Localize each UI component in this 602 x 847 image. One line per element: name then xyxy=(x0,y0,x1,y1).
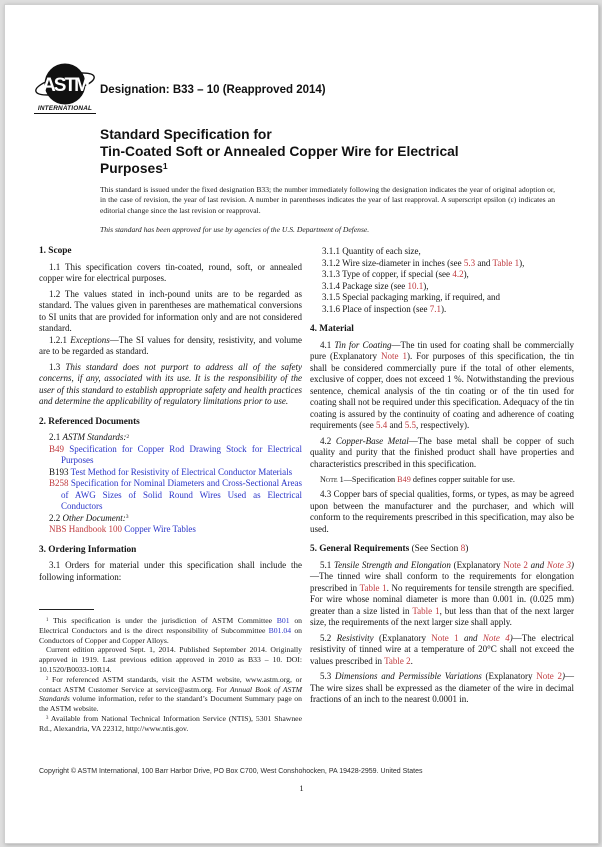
paragraph xyxy=(310,489,574,535)
cross-reference-link[interactable]: Note 2 xyxy=(503,559,528,570)
astm-logo xyxy=(34,61,96,114)
section-heading xyxy=(39,246,302,258)
footnote xyxy=(39,714,302,734)
cross-reference-link[interactable]: Note 1 xyxy=(431,632,459,643)
cross-reference-link[interactable]: B49 xyxy=(397,475,411,484)
note-paragraph xyxy=(310,475,574,485)
text-run: and xyxy=(387,420,405,430)
text-run: 2. Referenced Documents xyxy=(39,416,140,427)
text-run: 4.2 xyxy=(320,435,336,446)
text-run: Annual Book of ASTM Standards xyxy=(39,684,302,704)
document-title xyxy=(100,126,459,177)
text-run: ), xyxy=(423,280,429,291)
paragraph xyxy=(310,560,574,629)
cross-reference-link[interactable]: NBS Handbook 100 xyxy=(49,524,123,534)
cross-reference-link[interactable]: Note 1 xyxy=(380,351,407,361)
text-run: Note 1 xyxy=(320,475,344,484)
text-run: on Conductors of Copper and Copper Alloys. xyxy=(39,625,302,645)
text-run: Exceptions xyxy=(70,334,110,345)
text-run: 3.1.1 Quantity of each size, xyxy=(322,246,421,256)
text-run: This specification is under the jurisdiction of ASTM Committee xyxy=(48,616,277,625)
cross-reference-link[interactable]: 5.5 xyxy=(404,420,416,430)
paragraph xyxy=(39,513,302,525)
text-run: ) xyxy=(571,559,575,570)
text-run: (Explanatory xyxy=(373,632,432,643)
cross-reference-link[interactable]: Specification for Copper Rod Drawing Stock for Electrical Purposes xyxy=(61,443,303,465)
text-run: Tin for Coating xyxy=(334,339,392,350)
left-column xyxy=(39,246,302,583)
paragraph xyxy=(39,262,302,285)
ordering-list-item xyxy=(310,246,574,258)
text-run: 2 xyxy=(126,433,130,440)
ordering-list-item xyxy=(310,281,574,293)
text-run: 5.2 xyxy=(320,632,337,643)
text-run: —The base metal shall be copper of such quality and purity that the finished product shall have properties and characteristics prescribed in this specification. xyxy=(310,435,574,469)
text-run: —The tinned wire shall conform to the requirements for elongation prescribed in xyxy=(310,571,574,593)
text-run: volume information, refer to the standard’s Document Summary page on the ASTM website. xyxy=(39,694,302,714)
text-run: . xyxy=(410,655,413,666)
paragraph xyxy=(310,633,574,668)
text-run: ) xyxy=(465,544,469,555)
paragraph xyxy=(310,340,574,432)
ordering-list-item xyxy=(310,292,574,304)
title-line-1: Standard Specification for xyxy=(100,127,272,142)
reference-entry xyxy=(39,524,302,536)
copyright-line: Copyright © ASTM International, 100 Barr Harbor Drive, PO Box C700, West Conshohocken, PA 19428-2959. United States xyxy=(39,768,423,775)
cross-reference-link[interactable]: Note 3 xyxy=(546,559,572,570)
text-run: 5. General Requirements xyxy=(310,544,410,555)
section-heading xyxy=(39,417,302,429)
text-run: and xyxy=(464,632,478,643)
paragraph xyxy=(310,436,574,471)
text-run: 3.1 Orders for material under this specification shall include the following information: xyxy=(39,560,302,582)
section-heading xyxy=(39,545,302,557)
cross-reference-link[interactable]: 4.2 xyxy=(452,269,464,279)
paragraph xyxy=(310,671,574,706)
footnote xyxy=(39,645,302,674)
text-run: Resistivity xyxy=(336,632,374,643)
text-run: —The wire sizes shall be expressed as the diameter of the wire in decimal fractions of an inch to the nearest 0.0001 in. xyxy=(310,671,574,705)
text-run: 4.1 xyxy=(320,339,335,350)
text-run: and xyxy=(475,257,493,268)
cross-reference-link[interactable]: B01 xyxy=(276,616,290,625)
text-run: (Explanatory xyxy=(481,671,537,682)
text-run: ASTM Standards: xyxy=(62,432,127,442)
text-run: ), xyxy=(463,269,469,279)
text-run: —The SI values for density, resistivity, and volume are to be regarded as standard. xyxy=(39,334,302,356)
text-run: ). xyxy=(440,303,447,314)
text-run: (See Section xyxy=(409,544,461,555)
section-heading xyxy=(310,544,574,556)
title-line-3 xyxy=(100,160,459,177)
text-run: Other Document: xyxy=(62,512,126,523)
reference-entry xyxy=(39,467,302,479)
cross-reference-link[interactable]: Table 1 xyxy=(412,605,440,616)
cross-reference-link[interactable]: B01.04 xyxy=(268,625,292,635)
paragraph xyxy=(39,362,302,408)
cross-reference-link[interactable]: B49 xyxy=(49,443,65,454)
astm-logo-acronym: ASTM xyxy=(42,75,88,96)
text-run: This standard does not purport to address all of the safety concerns, if any, associated with its use. It is the responsibility of the user of this standard to establish appropriate safety and health practices and determine the applicability of regulatory limitations prior to use. xyxy=(39,361,303,406)
text-run: ) xyxy=(509,632,513,643)
text-run: 2.2 xyxy=(49,512,63,523)
text-run: 3 xyxy=(46,715,49,721)
paragraph xyxy=(39,335,302,358)
text-run: —The electrical resistivity of tinned wire at a temperature of 20°C shall not exceed the values prescribed in xyxy=(310,632,575,666)
text-run: 3.1.4 Package size (see xyxy=(322,280,408,291)
text-run: 4. Material xyxy=(310,324,354,334)
footnote xyxy=(39,616,302,645)
cross-reference-link[interactable]: 5.3 xyxy=(463,257,476,268)
text-run: Available from National Technical Information Service (NTIS), 5301 Shawnee Rd., Alexandria, VA 22312, http://www.ntis.gov. xyxy=(39,713,302,733)
astm-logo-subtitle: INTERNATIONAL xyxy=(34,105,96,114)
cross-reference-link[interactable]: 8 xyxy=(460,544,466,555)
text-run: 1.3 xyxy=(49,361,66,372)
footnotes xyxy=(39,616,302,734)
cross-reference-link[interactable]: B258 xyxy=(49,478,69,488)
cross-reference-link[interactable]: Test Method for Resistivity of Electrical Conductor Materials xyxy=(70,466,293,477)
text-run: ), xyxy=(519,257,525,268)
text-run: 5.1 xyxy=(320,559,334,570)
text-run: (Explanatory xyxy=(450,559,504,570)
cross-reference-link[interactable]: Specification for Nominal Diameters and Cross-Sectional Areas of AWG Sizes of Solid Round Wires Used as Electrical Conductors xyxy=(61,478,303,511)
paragraph xyxy=(39,289,302,335)
text-run: For referenced ASTM standards, visit the ASTM website, www.astm.org, or contact ASTM Customer Service at service@astm.org. For xyxy=(39,674,302,694)
cross-reference-link[interactable]: Table 1 xyxy=(359,582,387,593)
reference-entry xyxy=(39,444,302,467)
paragraph xyxy=(39,560,302,583)
paragraph xyxy=(39,432,302,444)
text-run: Current edition approved Sept. 1, 2014. Published September 2014. Originally approved in 1919. Last previous edition approved in 2010 as B33 – 10. DOI: 10.1520/B0033-10R14. xyxy=(39,645,302,674)
text-run: defines copper suitable for use. xyxy=(410,475,515,484)
cross-reference-link[interactable]: Note 2 xyxy=(536,671,562,682)
dod-approval-note: This standard has been approved for use by agencies of the U.S. Department of Defense. xyxy=(100,225,370,234)
text-run: . No requirements for tensile strength are specified. For wire whose nominal diameter is more than 0.001 in. (0.025 mm) greater than a size listed in xyxy=(310,582,575,616)
document-page xyxy=(4,4,599,844)
standard-issue-note: This standard is issued under the fixed designation B33; the number immediately following the designation indicates the year of original adoption or, in the case of revision, the year of last revision. A number in parentheses indicates the year of last reapproval. A superscript epsilon (ε) indicates an editorial change since the last revision or reapproval. xyxy=(100,185,555,215)
cross-reference-link[interactable]: Table 2 xyxy=(384,655,411,666)
text-run: ). For purposes of this specification, the tin shall be considered commercially pure if the total of other elements, exclusive of copper, does not exceed 1 %. Notwithstanding the previous sentence, chemical analysis of the tin coating or of the tin used for coating shall not be required under this specification. Adequacy of the tin coating is assured by the continuity of coating and adherence of coating requirements (see xyxy=(310,351,574,430)
cross-reference-link[interactable]: Note 4 xyxy=(482,632,510,643)
text-run: 4.3 Copper bars of special qualities, forms, or types, as may be agreed upon between the manufacturer and the purchaser, and which will conform to the requirements prescribed in this specification, may also be used. xyxy=(310,489,574,534)
text-run: 1.2.1 xyxy=(49,334,71,345)
text-run: 5.3 xyxy=(320,671,335,682)
text-run: 1.2 The values stated in inch-pound units are to be regarded as standard. The values given in parentheses are mathematical conversions to SI units that are provided for information only and are not considered standard. xyxy=(39,288,302,333)
text-run: Tensile Strength and Elongation xyxy=(333,559,451,570)
title-line-2: Tin-Coated Soft or Annealed Copper Wire for Electrical xyxy=(100,144,459,159)
text-run: —Specification xyxy=(343,475,398,484)
text-run: 1. Scope xyxy=(39,246,72,256)
cross-reference-link[interactable]: 10.1 xyxy=(407,280,424,291)
text-run: 2 xyxy=(46,676,49,682)
text-run: and xyxy=(530,559,545,570)
title-line-3-text: Purposes xyxy=(100,161,163,176)
text-run: Copper-Base Metal xyxy=(335,435,409,446)
ordering-list-item xyxy=(310,304,574,316)
text-run: 2.1 xyxy=(49,432,63,442)
text-run: B193 xyxy=(49,466,69,477)
text-run: Dimensions and Permissible Variations xyxy=(335,671,482,682)
page-number: 1 xyxy=(299,783,304,793)
cross-reference-link[interactable]: 7.1 xyxy=(429,303,441,314)
designation-line: Designation: B33 – 10 (Reapproved 2014) xyxy=(100,84,326,96)
title-footnote-marker: 1 xyxy=(162,161,168,172)
cross-reference-link[interactable]: Copper Wire Tables xyxy=(124,524,196,534)
text-run: 1.1 This specification covers tin-coated, round, soft, or annealed copper wire for electrical purposes. xyxy=(39,261,302,283)
text-run: —The tin used for coating shall be commercially pure (Explanatory xyxy=(310,339,574,361)
footnote-separator xyxy=(39,609,94,610)
text-run: 3 xyxy=(125,514,129,520)
text-run: 3.1.5 Special packaging marking, if required, and xyxy=(322,292,500,302)
section-heading xyxy=(310,324,574,336)
text-run: 3.1.2 Wire size-diameter in inches (see xyxy=(322,257,464,268)
text-run: 3.1.6 Place of inspection (see xyxy=(322,303,430,314)
astm-globe-icon xyxy=(34,61,96,107)
text-run: , but less than that of the next larger size, the requirements of the next larger size shall apply. xyxy=(310,605,574,628)
cross-reference-link[interactable]: 5.4 xyxy=(375,420,388,430)
right-column xyxy=(310,246,574,706)
text-run: , respectively). xyxy=(415,420,470,430)
text-run: 1 xyxy=(46,617,49,623)
reference-entry xyxy=(39,478,302,513)
ordering-list-item xyxy=(310,258,574,270)
text-run: 3.1.3 Type of copper, if special (see xyxy=(322,269,453,279)
text-run: on Electrical Conductors and is the direct responsibility of Subcommittee xyxy=(39,616,303,635)
text-run: ) xyxy=(562,671,565,682)
text-run: 3. Ordering Information xyxy=(39,544,137,555)
footnote xyxy=(39,675,302,714)
cross-reference-link[interactable]: Table 1 xyxy=(492,257,520,268)
ordering-list-item xyxy=(310,269,574,281)
